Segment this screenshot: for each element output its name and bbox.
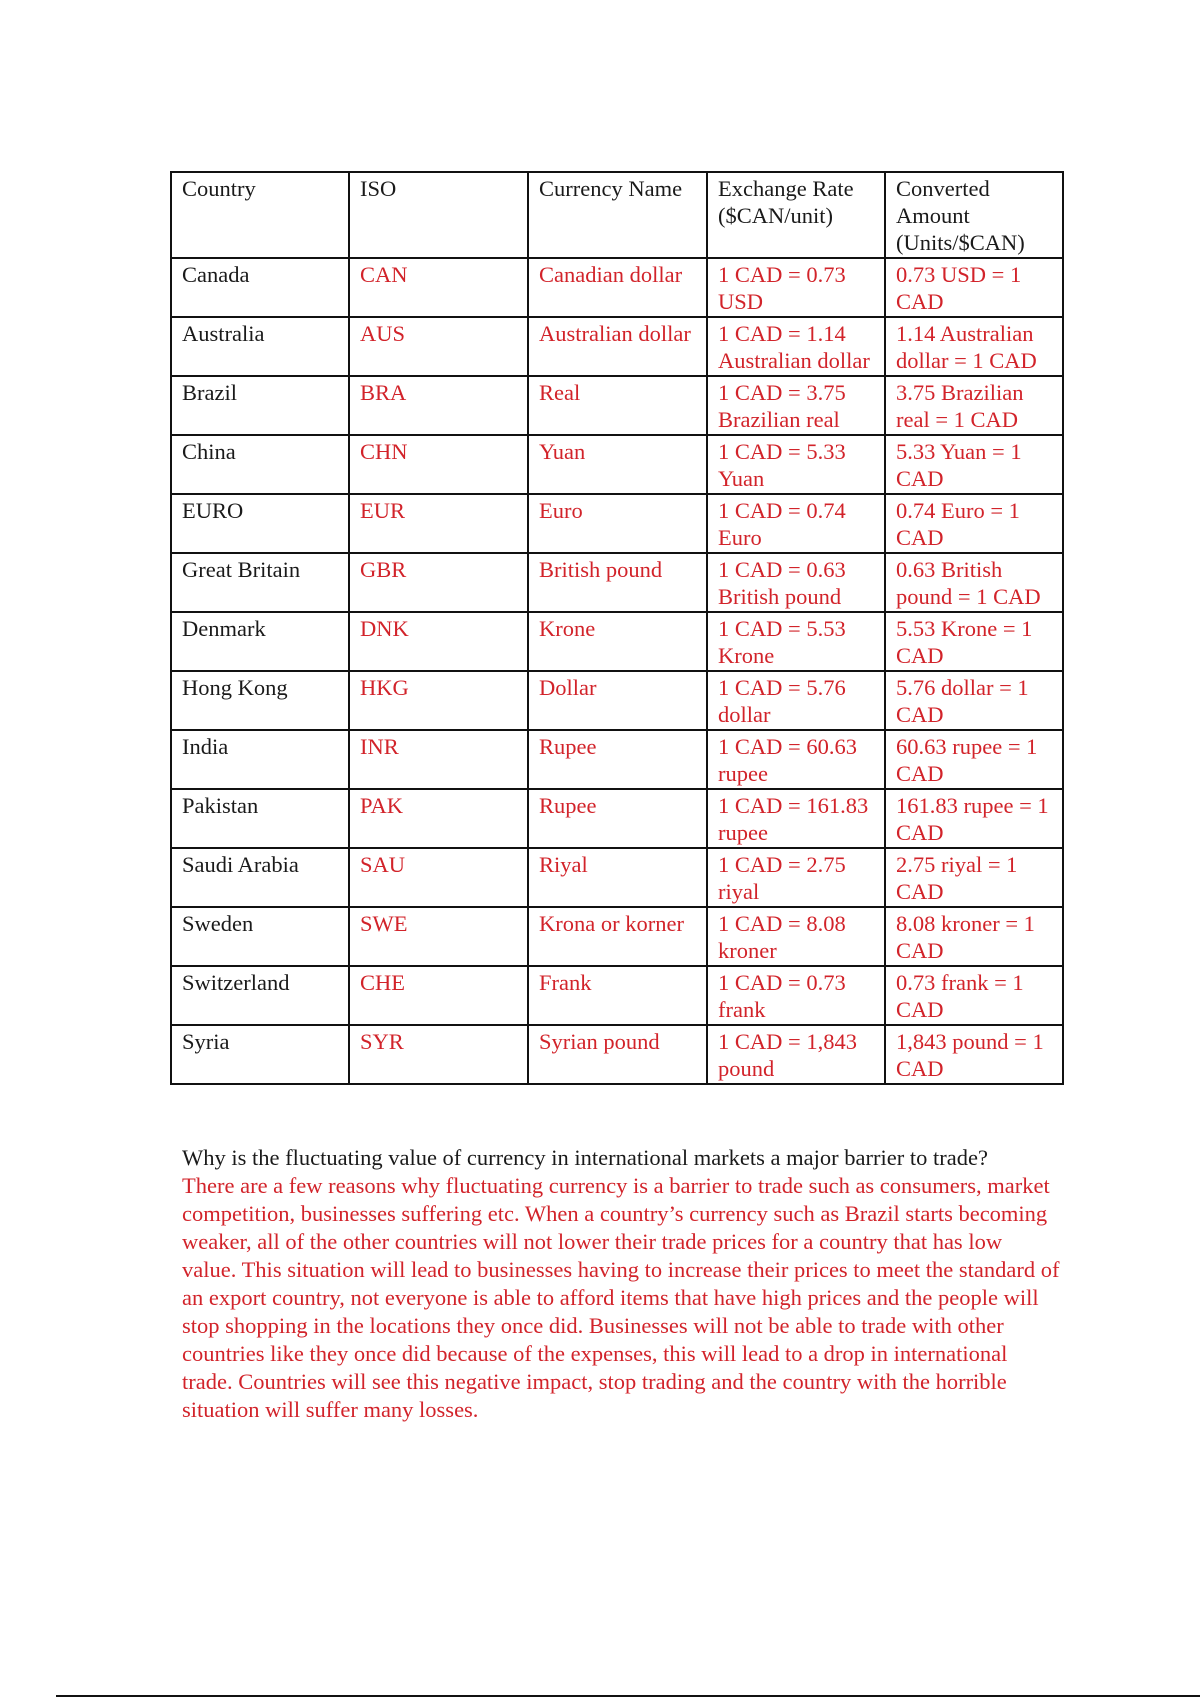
cell-country: Canada <box>171 258 349 317</box>
cell-exchange-rate: 1 CAD = 5.53 Krone <box>707 612 885 671</box>
cell-iso: HKG <box>349 671 528 730</box>
cell-iso: SWE <box>349 907 528 966</box>
header-row <box>171 172 1063 258</box>
cell-currency-name: Real <box>528 376 707 435</box>
cell-converted-amount: 5.76 dollar = 1 CAD <box>885 671 1063 730</box>
cell-exchange-rate: 1 CAD = 5.33 Yuan <box>707 435 885 494</box>
cell-exchange-rate: 1 CAD = 3.75 Brazilian real <box>707 376 885 435</box>
cell-exchange-rate: 1 CAD = 0.74 Euro <box>707 494 885 553</box>
cell-country: China <box>171 435 349 494</box>
cell-country: Syria <box>171 1025 349 1084</box>
cell-converted-amount: 1,843 pound = 1 CAD <box>885 1025 1063 1084</box>
cell-iso: PAK <box>349 789 528 848</box>
table-row <box>171 258 1063 317</box>
table-row <box>171 435 1063 494</box>
cell-currency-name: Riyal <box>528 848 707 907</box>
essay-answer: There are a few reasons why fluctuating currency is a barrier to trade such as consumers, market competition, businesses suffering etc. When a country’s currency such as Brazil starts becoming weaker, all of the other countries will not lower their trade prices for a country that has low value. This situation will lead to businesses having to increase their prices to meet the standard of an export country, not everyone is able to afford items that have high prices and the people will stop shopping in the locations they once did. Businesses will not be able to trade with other countries like they once did because of the expenses, this will lead to a drop in international trade. Countries will see this negative impact, stop trading and the country with the horrible situation will suffer many losses. <box>182 1173 1060 1422</box>
cell-converted-amount: 0.73 frank = 1 CAD <box>885 966 1063 1025</box>
table-row <box>171 671 1063 730</box>
cell-iso: EUR <box>349 494 528 553</box>
header-country: Country <box>171 172 349 258</box>
cell-country: Switzerland <box>171 966 349 1025</box>
cell-currency-name: Australian dollar <box>528 317 707 376</box>
cell-exchange-rate: 1 CAD = 8.08 kroner <box>707 907 885 966</box>
table-row <box>171 730 1063 789</box>
cell-converted-amount: 5.33 Yuan = 1 CAD <box>885 435 1063 494</box>
header-currency-name: Currency Name <box>528 172 707 258</box>
cell-converted-amount: 0.74 Euro = 1 CAD <box>885 494 1063 553</box>
cell-country: Hong Kong <box>171 671 349 730</box>
cell-iso: GBR <box>349 553 528 612</box>
cell-currency-name: Yuan <box>528 435 707 494</box>
cell-iso: DNK <box>349 612 528 671</box>
table-row <box>171 848 1063 907</box>
cell-iso: AUS <box>349 317 528 376</box>
cell-exchange-rate: 1 CAD = 0.73 frank <box>707 966 885 1025</box>
cell-exchange-rate: 1 CAD = 0.73 USD <box>707 258 885 317</box>
cell-country: Denmark <box>171 612 349 671</box>
cell-currency-name: Dollar <box>528 671 707 730</box>
header-iso: ISO <box>349 172 528 258</box>
table-row <box>171 966 1063 1025</box>
cell-country: Great Britain <box>171 553 349 612</box>
cell-iso: INR <box>349 730 528 789</box>
cell-currency-name: Frank <box>528 966 707 1025</box>
cell-exchange-rate: 1 CAD = 1.14 Australian dollar <box>707 317 885 376</box>
table-row <box>171 907 1063 966</box>
cell-country: Brazil <box>171 376 349 435</box>
cell-country: India <box>171 730 349 789</box>
cell-converted-amount: 2.75 riyal = 1 CAD <box>885 848 1063 907</box>
cell-iso: SYR <box>349 1025 528 1084</box>
cell-iso: CHN <box>349 435 528 494</box>
table-body <box>171 172 1063 1084</box>
cell-country: Saudi Arabia <box>171 848 349 907</box>
cell-currency-name: Syrian pound <box>528 1025 707 1084</box>
cell-country: Australia <box>171 317 349 376</box>
table-row <box>171 789 1063 848</box>
cell-converted-amount: 60.63 rupee = 1 CAD <box>885 730 1063 789</box>
cell-converted-amount: 8.08 kroner = 1 CAD <box>885 907 1063 966</box>
cell-currency-name: British pound <box>528 553 707 612</box>
cell-currency-name: Rupee <box>528 730 707 789</box>
table-row <box>171 612 1063 671</box>
cell-exchange-rate: 1 CAD = 0.63 British pound <box>707 553 885 612</box>
cell-currency-name: Krona or korner <box>528 907 707 966</box>
header-converted-amount: Converted Amount (Units/$CAN) <box>885 172 1063 258</box>
cell-currency-name: Krone <box>528 612 707 671</box>
cell-exchange-rate: 1 CAD = 2.75 riyal <box>707 848 885 907</box>
cell-country: EURO <box>171 494 349 553</box>
exchange-rate-table <box>170 171 1064 1085</box>
cell-currency-name: Euro <box>528 494 707 553</box>
cell-exchange-rate: 1 CAD = 161.83 rupee <box>707 789 885 848</box>
table-row <box>171 317 1063 376</box>
cell-iso: BRA <box>349 376 528 435</box>
cell-country: Pakistan <box>171 789 349 848</box>
table-row <box>171 376 1063 435</box>
cell-converted-amount: 3.75 Brazilian real = 1 CAD <box>885 376 1063 435</box>
essay-question: Why is the fluctuating value of currency in international markets a major barrier to trade? <box>182 1145 988 1170</box>
cell-converted-amount: 0.73 USD = 1 CAD <box>885 258 1063 317</box>
cell-iso: SAU <box>349 848 528 907</box>
cell-exchange-rate: 1 CAD = 5.76 dollar <box>707 671 885 730</box>
cell-converted-amount: 5.53 Krone = 1 CAD <box>885 612 1063 671</box>
cell-converted-amount: 1.14 Australian dollar = 1 CAD <box>885 317 1063 376</box>
table-row <box>171 494 1063 553</box>
cell-exchange-rate: 1 CAD = 60.63 rupee <box>707 730 885 789</box>
table-row <box>171 553 1063 612</box>
cell-iso: CAN <box>349 258 528 317</box>
cell-country: Sweden <box>171 907 349 966</box>
essay-section <box>182 1144 1062 1424</box>
cell-converted-amount: 161.83 rupee = 1 CAD <box>885 789 1063 848</box>
cell-currency-name: Rupee <box>528 789 707 848</box>
header-exchange-rate: Exchange Rate ($CAN/unit) <box>707 172 885 258</box>
cell-exchange-rate: 1 CAD = 1,843 pound <box>707 1025 885 1084</box>
table-row <box>171 1025 1063 1084</box>
cell-iso: CHE <box>349 966 528 1025</box>
cell-converted-amount: 0.63 British pound = 1 CAD <box>885 553 1063 612</box>
cell-currency-name: Canadian dollar <box>528 258 707 317</box>
footer-divider <box>56 1695 1200 1697</box>
